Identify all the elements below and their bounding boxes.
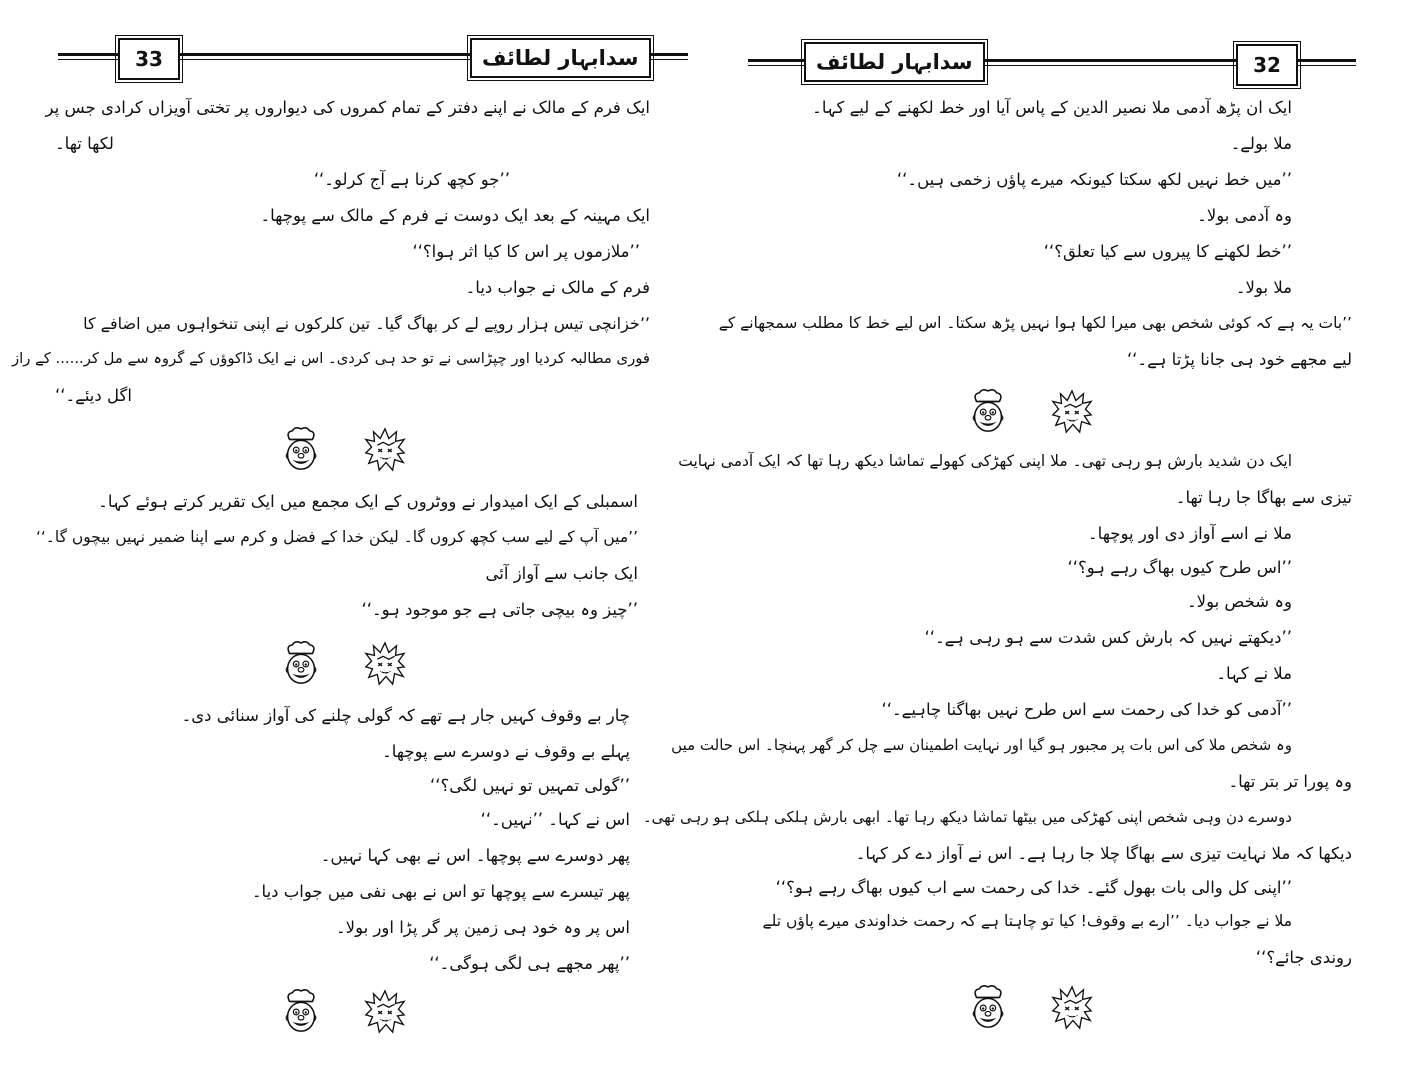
text-line: روندی جائے؟‘‘ (1255, 948, 1352, 967)
text-line: ملا نے جواب دیا۔ ’’ارے بے وقوف! کیا تو چاہتا ہے کہ رحمت خداوندی میرے پاؤں تلے (762, 912, 1292, 930)
text-line: ایک فرم کے مالک نے اپنے دفتر کے تمام کمروں کی دیواروں پر تختی آویزاں کرادی جس پر (45, 98, 650, 117)
book-title: سدابہار لطائف (804, 42, 985, 82)
dizzy-face-icon (1049, 984, 1095, 1032)
text-line: ’’پھر مجھے ہی لگی ہوگی۔‘‘ (429, 954, 630, 973)
page-body (11, 98, 650, 1044)
chef-face-icon (965, 388, 1011, 436)
text-line: ’’میں آپ کے لیے سب کچھ کروں گا۔ لیکن خدا کے فضل و کرم سے اپنا ضمیر نہیں بیچوں گا۔‘‘ (35, 528, 638, 546)
text-line: ’’جو کچھ کرنا ہے آج کرلو۔‘‘ (313, 170, 510, 189)
text-line: پھر دوسرے سے پوچھا۔ اس نے بھی کہا نہیں۔ (320, 846, 630, 865)
dizzy-face-icon (362, 426, 408, 474)
text-line: دوسرے دن وہی شخص اپنی کھڑکی میں بیٹھا تماشا دیکھ رہا تھا۔ ابھی بارش ہلکی ہلکی ہو رہی تھی۔ (642, 808, 1292, 826)
text-line: تیزی سے بھاگا جا رہا تھا۔ (1175, 488, 1352, 507)
text-line: وہ شخص ملا کی اس بات پر مجبور ہو گیا اور نہایت اطمینان سے چل کر گھر پہنچا۔ اس حالت میں (671, 736, 1292, 754)
text-line: ’’خط لکھنے کا پیروں سے کیا تعلق؟‘‘ (1043, 242, 1292, 261)
text-line: اسمبلی کے ایک امیدوار نے ووٹروں کے ایک مجمع میں ایک تقریر کرتے ہوئے کہا۔ (98, 492, 638, 511)
text-line: اس نے کہا۔ ’’نہیں۔‘‘ (480, 810, 630, 829)
text-line: ’’ملازموں پر اس کا کیا اثر ہوا؟‘‘ (412, 242, 640, 261)
text-line: لکھا تھا۔ (55, 134, 114, 153)
text-line: اس پر وہ خود ہی زمین پر گر پڑا اور بولا۔ (336, 918, 630, 937)
chef-face-icon (278, 640, 324, 688)
text-line: چار بے وقوف کہیں جار ہے تھے کہ گولی چلنے کی آواز سنائی دی۔ (181, 706, 630, 725)
page-header (58, 34, 688, 84)
text-line: اگل دیئے۔‘‘ (55, 386, 132, 405)
page-body (642, 98, 1352, 1044)
text-line: ملا بولا۔ (1235, 278, 1292, 297)
text-line: ایک جانب سے آواز آئی (485, 564, 638, 583)
separator-faces (35, 988, 650, 1044)
text-line: ’’خزانچی تیس ہزار روپے لے کر بھاگ گیا۔ تین کلرکوں نے اپنی تنخواہوں میں اضافے کا (83, 314, 650, 333)
text-line: ملا نے کہا۔ (1216, 664, 1292, 683)
page-number: 32 (1236, 44, 1298, 86)
separator-faces (708, 984, 1352, 1044)
text-line: ’’چیز وہ بیچی جاتی ہے جو موجود ہو۔‘‘ (361, 600, 638, 619)
book-title: سدابہار لطائف (470, 38, 651, 78)
text-line: ’’اپنی کل والی بات بھول گئے۔ خدا کی رحمت سے اب کیوں بھاگ رہے ہو؟‘‘ (775, 878, 1292, 897)
text-line: ’’دیکھتے نہیں کہ بارش کس شدت سے ہو رہی ہے۔‘‘ (924, 628, 1292, 647)
text-line: ’’اس طرح کیوں بھاگ رہے ہو؟‘‘ (1067, 558, 1292, 577)
text-line: ’’میں خط نہیں لکھ سکتا کیونکہ میرے پاؤں زخمی ہیں۔‘‘ (896, 170, 1292, 189)
chef-face-icon (278, 988, 324, 1036)
separator-faces (35, 636, 650, 706)
text-line: ایک دن شدید بارش ہو رہی تھی۔ ملا اپنی کھڑکی کھولے تماشا دیکھ رہا تھا کہ ایک آدمی نہایت (678, 452, 1292, 470)
text-line: وہ پورا تر بتر تھا۔ (1228, 772, 1352, 791)
text-line: ایک ان پڑھ آدمی ملا نصیر الدین کے پاس آیا اور خط لکھنے کے لیے کہا۔ (812, 98, 1292, 117)
chef-face-icon (278, 426, 324, 474)
text-line: فرم کے مالک نے جواب دیا۔ (465, 278, 650, 297)
page-number: 33 (118, 38, 180, 80)
chef-face-icon (965, 984, 1011, 1032)
text-line: ’’گولی تمہیں تو نہیں لگی؟‘‘ (429, 776, 630, 795)
dizzy-face-icon (1049, 388, 1095, 436)
text-line: وہ شخص بولا۔ (1186, 592, 1292, 611)
page-header (748, 34, 1356, 84)
left-page (0, 0, 705, 1080)
text-line: لیے مجھے خود ہی جانا پڑتا ہے۔‘‘ (1126, 350, 1352, 369)
right-page (642, 0, 1419, 1080)
text-line: پہلے بے وقوف نے دوسرے سے پوچھا۔ (382, 742, 630, 761)
text-line: وہ آدمی بولا۔ (1197, 206, 1292, 225)
dizzy-face-icon (362, 640, 408, 688)
text-line: ’’آدمی کو خدا کی رحمت سے اس طرح نہیں بھاگنا چاہیے۔‘‘ (881, 700, 1292, 719)
text-line: دیکھا کہ ملا نہایت تیزی سے بھاگا چلا جا رہا ہے۔ اس نے آواز دے کر کہا۔ (855, 844, 1352, 863)
text-line: ملا بولے۔ (1230, 134, 1292, 153)
separator-faces (708, 386, 1352, 452)
dizzy-face-icon (362, 988, 408, 1036)
text-line: فوری مطالبہ کردیا اور چپڑاسی نے تو حد ہی کردی۔ اس نے ایک ڈاکوؤں کے گروہ سے مل کر...... کے راز (11, 350, 650, 367)
separator-faces (35, 422, 650, 492)
text-line: ملا نے اسے آواز دی اور پوچھا۔ (1088, 524, 1292, 543)
text-line: ’’بات یہ ہے کہ کوئی شخص بھی میرا لکھا ہوا نہیں پڑھ سکتا۔ اس لیے خط کا مطلب سمجھانے کے (718, 314, 1352, 332)
text-line: پھر تیسرے سے پوچھا تو اس نے بھی نفی میں جواب دیا۔ (251, 882, 630, 901)
text-line: ایک مہینہ کے بعد ایک دوست نے فرم کے مالک سے پوچھا۔ (260, 206, 650, 225)
